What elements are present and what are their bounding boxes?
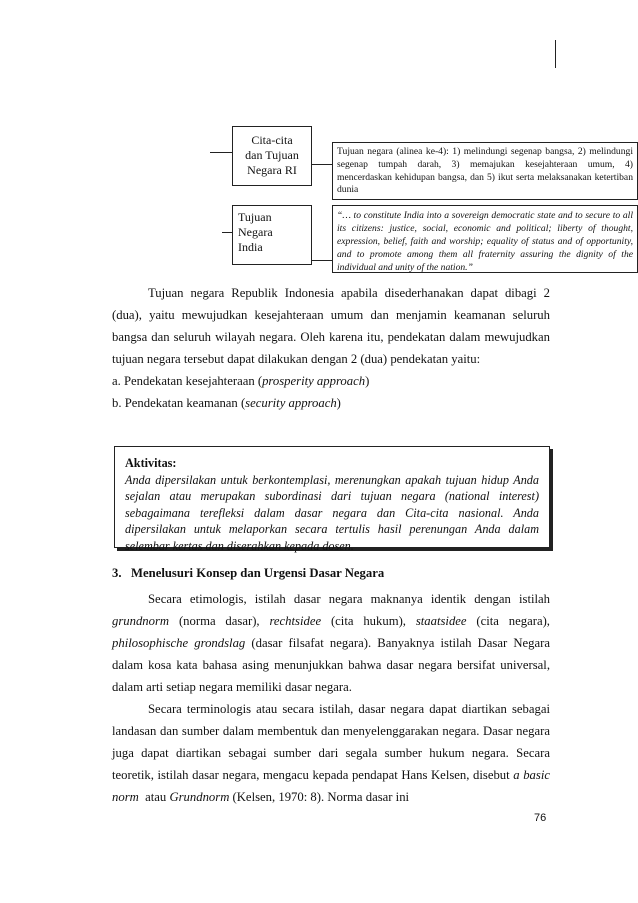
box-cita-cita-ri (232, 126, 312, 186)
paragraph-terminologis: Secara terminologis atau secara istilah, dasar negara dapat diartikan sebagai landasan dan sumber dalam membentuk dan menyelenggarakan negara. Dasar negara juga dapat diartikan sebagai sumber dari segala sumber hukum negara. Secara teoretik, istilah dasar negara, mengacu kepada pendapat Hans Kelsen, disebut a basic norm atau Grundnorm (Kelsen, 1970: 8). Norma dasar ini (112, 702, 550, 804)
list-text: Pendekatan kesejahteraan ( (123, 374, 263, 388)
intro-section (112, 282, 550, 414)
section-body (112, 588, 550, 808)
list-marker: b. (112, 396, 122, 410)
activity-text: Anda dipersilakan untuk berkontemplasi, merenungkan apakah tujuan hidup Anda sejalan atau merupakan subordinasi dari tujuan negara (national interest) sebagaimana terefleksi dalam dasar negara dan Cita-cita nasional. Anda dipersilakan untuk melaporkan secara tertulis hasil perenungan Anda dalam selembar kertas dan diserahkan kepada dosen. (125, 472, 539, 553)
list-item (112, 370, 550, 392)
header-rule (555, 40, 556, 68)
list-text: Pendekatan keamanan ( (124, 396, 246, 410)
list-text-end: ) (365, 374, 370, 388)
box-india-quote: “… to constitute India into a sovereign democratic state and to secure to all its citizens: justice, social, economic and political; liberty of thought, expression, belief, faith and worship; equality of status and of opportunity, and to promote among them all fraternity assuring the dignity of the individual and unity of the nation.” (332, 205, 638, 273)
list-item (112, 392, 550, 414)
connector-line (312, 164, 332, 165)
list-text-end: ) (336, 396, 341, 410)
box-line: Negara (238, 225, 273, 239)
activity-title: Aktivitas: (125, 456, 177, 470)
connector-line (210, 152, 232, 153)
connector-line (312, 260, 332, 261)
box-line: Cita-cita (251, 133, 293, 147)
section-heading: 3. Menelusuri Konsep dan Urgensi Dasar Negara (112, 566, 385, 580)
page-number: 76 (534, 812, 547, 824)
list-emphasis: prosperity approach (262, 374, 366, 388)
box-line: Tujuan (238, 210, 272, 224)
activity-box (114, 446, 550, 553)
connector-line (222, 232, 232, 233)
box-line: India (238, 240, 263, 254)
box-tujuan-negara-ri: Tujuan negara (alinea ke-4): 1) melindungi segenap bangsa, 2) melindungi segenap tumpah darah, 3) memajukan kesejahteraan umum, 4) mencerdaskan kehidupan bangsa, dan 5) ikut serta melaksanakan ketertiban dunia (332, 142, 638, 200)
box-line: Negara RI (247, 163, 297, 177)
list-marker: a. (112, 374, 121, 388)
box-line: dan Tujuan (245, 148, 299, 162)
list-emphasis: security approach (245, 396, 337, 410)
box-tujuan-negara-india (232, 205, 312, 265)
paragraph-etimologis: Secara etimologis, istilah dasar negara maknanya identik dengan istilah grundnorm (norma dasar), rechtsidee (cita hukum), staatsidee (cita negara), philosophische grondslag (dasar filsafat negara). Banyaknya istilah Dasar Negara dalam kosa kata bahasa asing menunjukkan bahwa dasar negara bersifat universal, dalam arti setiap negara memiliki dasar negara. (112, 592, 550, 694)
intro-paragraph: Tujuan negara Republik Indonesia apabila disederhanakan dapat dibagi 2 (dua), yaitu mewujudkan kesejahteraan umum dan menjamin keamanan seluruh bangsa dan seluruh wilayah negara. Oleh karena itu, pendekatan dalam mewujudkan tujuan negara tersebut dapat dilakukan dengan 2 (dua) pendekatan yaitu: (112, 286, 550, 366)
